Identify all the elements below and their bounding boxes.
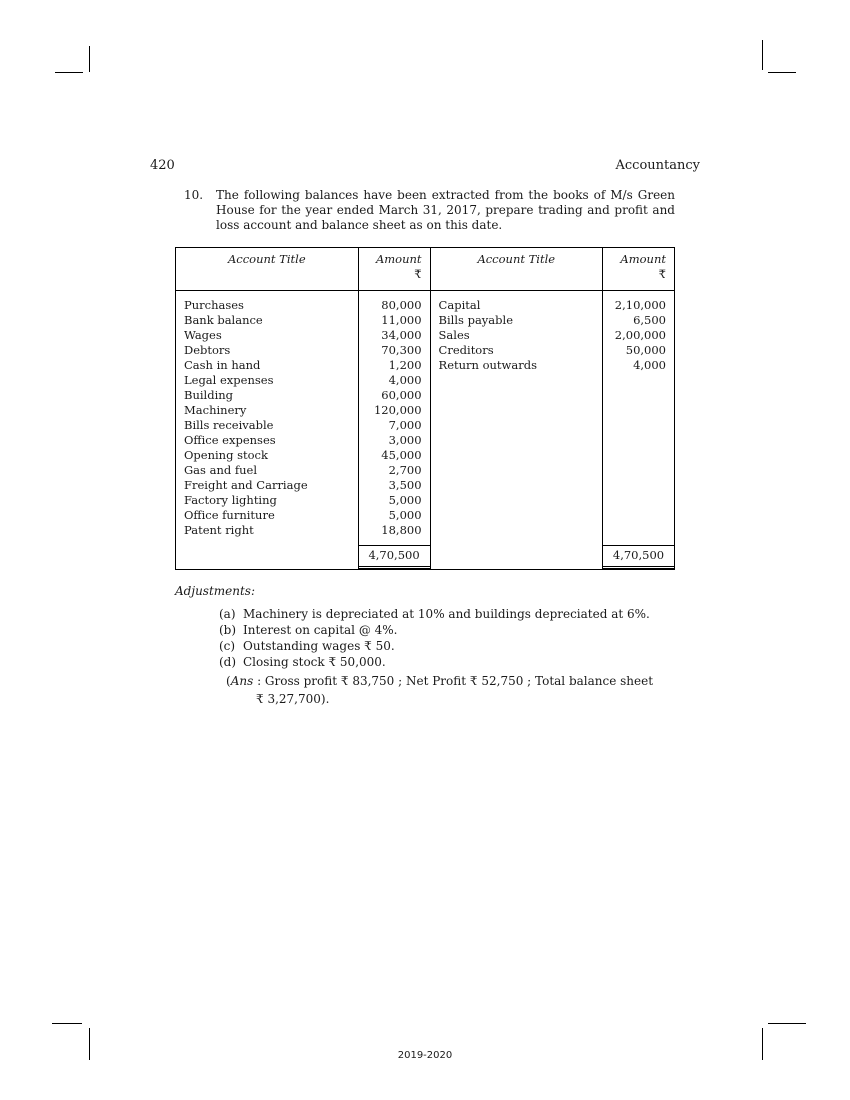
adjustment-text: Outstanding wages ₹ 50. (243, 639, 395, 653)
account-amount: 3,500 (388, 478, 422, 492)
account-amount: 1,200 (388, 358, 422, 372)
footer-year: 2019-2020 (397, 1050, 453, 1061)
table-header-row (176, 248, 675, 291)
account-title: Opening stock (184, 448, 268, 462)
account-title: Bank balance (184, 313, 263, 327)
header-right-amount (603, 248, 675, 291)
right-account-titles (430, 291, 602, 546)
adjustments-heading: Adjustments: (175, 584, 256, 598)
answer-line1: : Gross profit ₹ 83,750 ; Net Profit ₹ 52,750 ; Total balance sheet (253, 674, 654, 688)
crop-mark-bottom-left-h (52, 1023, 82, 1024)
account-title: Building (184, 388, 234, 402)
account-amount: 2,700 (388, 463, 422, 477)
answer-prefix: Ans (230, 674, 254, 688)
rupee-symbol: ₹ (414, 267, 422, 281)
account-amount: 50,000 (625, 343, 666, 357)
crop-mark-top-right-v (762, 40, 763, 70)
page-number: 420 (150, 158, 175, 173)
right-total: 4,70,500 (603, 545, 674, 569)
account-amount: 6,500 (633, 313, 666, 327)
account-amount: 45,000 (381, 448, 422, 462)
crop-mark-top-right-h (768, 72, 796, 73)
crop-mark-bottom-right-h (768, 1023, 806, 1024)
question-number: 10. (184, 188, 204, 202)
account-title: Creditors (438, 343, 494, 357)
account-title: Return outwards (438, 358, 538, 372)
adjustment-text: Interest on capital @ 4%. (243, 623, 398, 637)
account-amount: 2,00,000 (614, 328, 666, 342)
account-title: Capital (438, 298, 481, 312)
question-text: The following balances have been extracted from the books of M/s Green House for the year ended March 31, 2017, prepare trading and profit and loss account and balance sheet as on this date. (216, 188, 675, 232)
account-amount: 5,000 (388, 493, 422, 507)
adjustments-list (219, 606, 675, 670)
account-amount: 4,000 (388, 373, 422, 387)
account-amount: 70,300 (381, 343, 422, 357)
adjustment-label: (b) (219, 623, 237, 637)
adjustment-item (219, 606, 675, 622)
left-account-titles (176, 291, 359, 546)
left-total: 4,70,500 (359, 545, 430, 569)
account-amount: 3,000 (388, 433, 422, 447)
account-title: Office expenses (184, 433, 276, 447)
total-left-title-cell (176, 545, 359, 570)
right-amounts (603, 291, 675, 546)
account-amount: 80,000 (381, 298, 422, 312)
adjustment-item (219, 654, 675, 670)
adjustment-label: (d) (219, 655, 237, 669)
crop-mark-top-left-h (55, 72, 83, 73)
account-amount: 7,000 (388, 418, 422, 432)
account-title: Gas and fuel (184, 463, 258, 477)
total-right-amount-cell (603, 545, 675, 570)
account-title: Legal expenses (184, 373, 274, 387)
answer-line2: ₹ 3,27,700). (256, 692, 330, 706)
rupee-symbol: ₹ (658, 267, 666, 281)
account-amount: 34,000 (381, 328, 422, 342)
account-title: Patent right (184, 523, 254, 537)
header-left-amount (358, 248, 430, 291)
question (184, 188, 675, 233)
adjustment-item (219, 622, 675, 638)
header-right-title: Account Title (430, 248, 602, 291)
account-title: Office furniture (184, 508, 275, 522)
answer: (Ans : Gross profit ₹ 83,750 ; Net Profit ₹ 52,750 ; Total balance sheet ₹ 3,27,700). (226, 672, 675, 708)
total-left-amount-cell (358, 545, 430, 570)
account-title: Factory lighting (184, 493, 277, 507)
header-left-amount-label: Amount (375, 252, 422, 266)
account-amount: 4,000 (633, 358, 666, 372)
total-right-title-cell (430, 545, 602, 570)
account-amount: 60,000 (381, 388, 422, 402)
adjustment-text: Machinery is depreciated at 10% and buildings depreciated at 6%. (243, 607, 650, 621)
header-left-title: Account Title (176, 248, 359, 291)
account-amount: 2,10,000 (614, 298, 666, 312)
account-title: Bills payable (438, 313, 514, 327)
account-title: Purchases (184, 298, 244, 312)
account-title: Machinery (184, 403, 247, 417)
adjustment-item (219, 638, 675, 654)
running-title: Accountancy (615, 158, 700, 173)
account-amount: 120,000 (373, 403, 422, 417)
account-title: Freight and Carriage (184, 478, 308, 492)
adjustments-heading-text: Adjustments (175, 584, 251, 598)
account-title: Wages (184, 328, 222, 342)
account-amount: 18,800 (381, 523, 422, 537)
table-body-row (176, 291, 675, 546)
adjustment-text: Closing stock ₹ 50,000. (243, 655, 386, 669)
left-amounts (358, 291, 430, 546)
adjustment-label: (c) (219, 639, 236, 653)
adjustment-label: (a) (219, 607, 236, 621)
table-total-row (176, 545, 675, 570)
account-amount: 11,000 (381, 313, 422, 327)
balances-table (175, 247, 675, 570)
account-title: Sales (438, 328, 470, 342)
account-title: Debtors (184, 343, 231, 357)
account-title: Bills receivable (184, 418, 274, 432)
header-right-amount-label: Amount (620, 252, 666, 266)
crop-mark-top-left-v (89, 46, 90, 72)
account-title: Cash in hand (184, 358, 261, 372)
account-amount: 5,000 (388, 508, 422, 522)
